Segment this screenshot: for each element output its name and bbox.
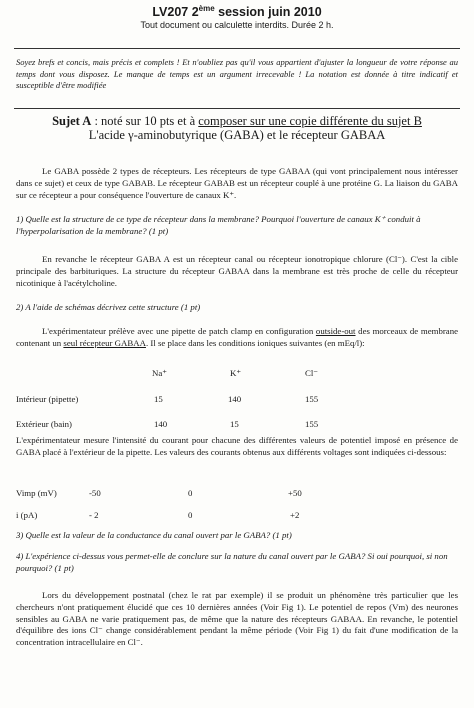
paragraph-2: En revanche le récepteur GABA A est un récepteur canal ou récepteur ionotropique chlorure (Cl⁻). C'est la cible principale des barbituriques. La structure du récepteur GABAA dans la membrane est très proche de celle du récepteur nicotinique à l'acétylcholine.: [16, 254, 458, 288]
row-label-exterior: Extérieur (bain): [16, 419, 72, 429]
header-na: Na⁺: [152, 368, 167, 378]
table-cell: 0: [188, 510, 193, 520]
table-cell: 155: [305, 394, 319, 404]
table-cell: 0: [188, 488, 193, 498]
question-4: 4) L'expérience ci-dessus vous permet-elle de conclure sur la nature du canal ouvert par le GABA? Si oui pourquoi, si non pourquoi? (1 pt): [16, 551, 448, 573]
exam-subtitle: Tout document ou calculette interdits. Durée 2 h.: [140, 20, 334, 30]
table-cell: 15: [154, 394, 163, 404]
table-cell: +50: [288, 488, 302, 498]
header-cl: Cl⁻: [305, 368, 318, 378]
paragraph-3: L'expérimentateur prélève avec une pipette de patch clamp en configuration outside-out des morceaux de membrane contenant un seul récepteur GABAA. Il se place dans les conditions ioniques suivantes (en mEq/l):: [16, 326, 458, 348]
table-cell: -50: [89, 488, 101, 498]
instructions: Soyez brefs et concis, mais précis et complets ! Et n'oubliez pas qu'il vous appartient d'ajuster la longueur de votre réponse au temps dont vous disposez. Le manque de temps est un argument irrecevable ! La notation est donnée à titre indicatif et susceptible d'être modifiée: [16, 57, 458, 90]
row-label-current: i (pA): [16, 510, 38, 520]
table-cell: 15: [230, 419, 239, 429]
row-label-vimp: Vimp (mV): [16, 488, 57, 498]
table-cell: +2: [290, 510, 300, 520]
header-k: K⁺: [230, 368, 241, 378]
paragraph-1: Le GABA possède 2 types de récepteurs. Les récepteurs de type GABAA (qui vont principalement nous intéresser dans ce sujet) et ceux de type GABAB. Le récepteur GABAB est un récepteur couplé à une protéine G. La liaison du GABA sur ce récepteur a pour conséquence l'ouverture de canaux K⁺.: [16, 166, 458, 200]
question-1: 1) Quelle est la structure de ce type de récepteur dans la membrane? Pourquoi l'ouverture de canaux K⁺ conduit à l'hyperpolarisation de la membrane? (1 pt): [16, 214, 421, 236]
question-3: 3) Quelle est la valeur de la conductance du canal ouvert par le GABA? (1 pt): [16, 530, 292, 540]
top-divider: [14, 48, 460, 49]
table-cell: - 2: [89, 510, 99, 520]
table-cell: 140: [154, 419, 168, 429]
intro-divider: [14, 108, 460, 109]
subject-heading: Sujet A : noté sur 10 pts et à composer sur une copie différente du sujet B L'acide γ-aminobutyrique (GABA) et le récepteur GABAA: [52, 114, 422, 142]
paragraph-4: L'expérimentateur mesure l'intensité du courant pour chacune des différentes valeurs de potentiel imposé en présence de GABA placé à l'extérieur de la pipette. Les valeurs des courants obtenus aux différents voltages sont indiquées ci-dessous:: [16, 435, 458, 457]
exam-title: LV207 2ème session juin 2010: [152, 4, 322, 20]
paragraph-5: Lors du développement postnatal (chez le rat par exemple) il se produit un phénomène très particulier que les chercheurs n'ont pratiquement élucidé que ces 10 dernières années (Voir Fig 1). Le potentiel de repos (Vm) des neurones sensibles au GABA ne varie pratiquement pas, de même que la nature des récepteurs GABAA. En revanche, le potentiel d'équilibre des ions Cl⁻ change considérablement pendant la même période (Voir Fig 1) du fait d'une modification de la concentration intracellulaire en Cl⁻.: [16, 590, 458, 648]
row-label-interior: Intérieur (pipette): [16, 394, 79, 404]
question-2: 2) A l'aide de schémas décrivez cette structure (1 pt): [16, 302, 201, 312]
table-cell: 140: [228, 394, 242, 404]
table-cell: 155: [305, 419, 319, 429]
